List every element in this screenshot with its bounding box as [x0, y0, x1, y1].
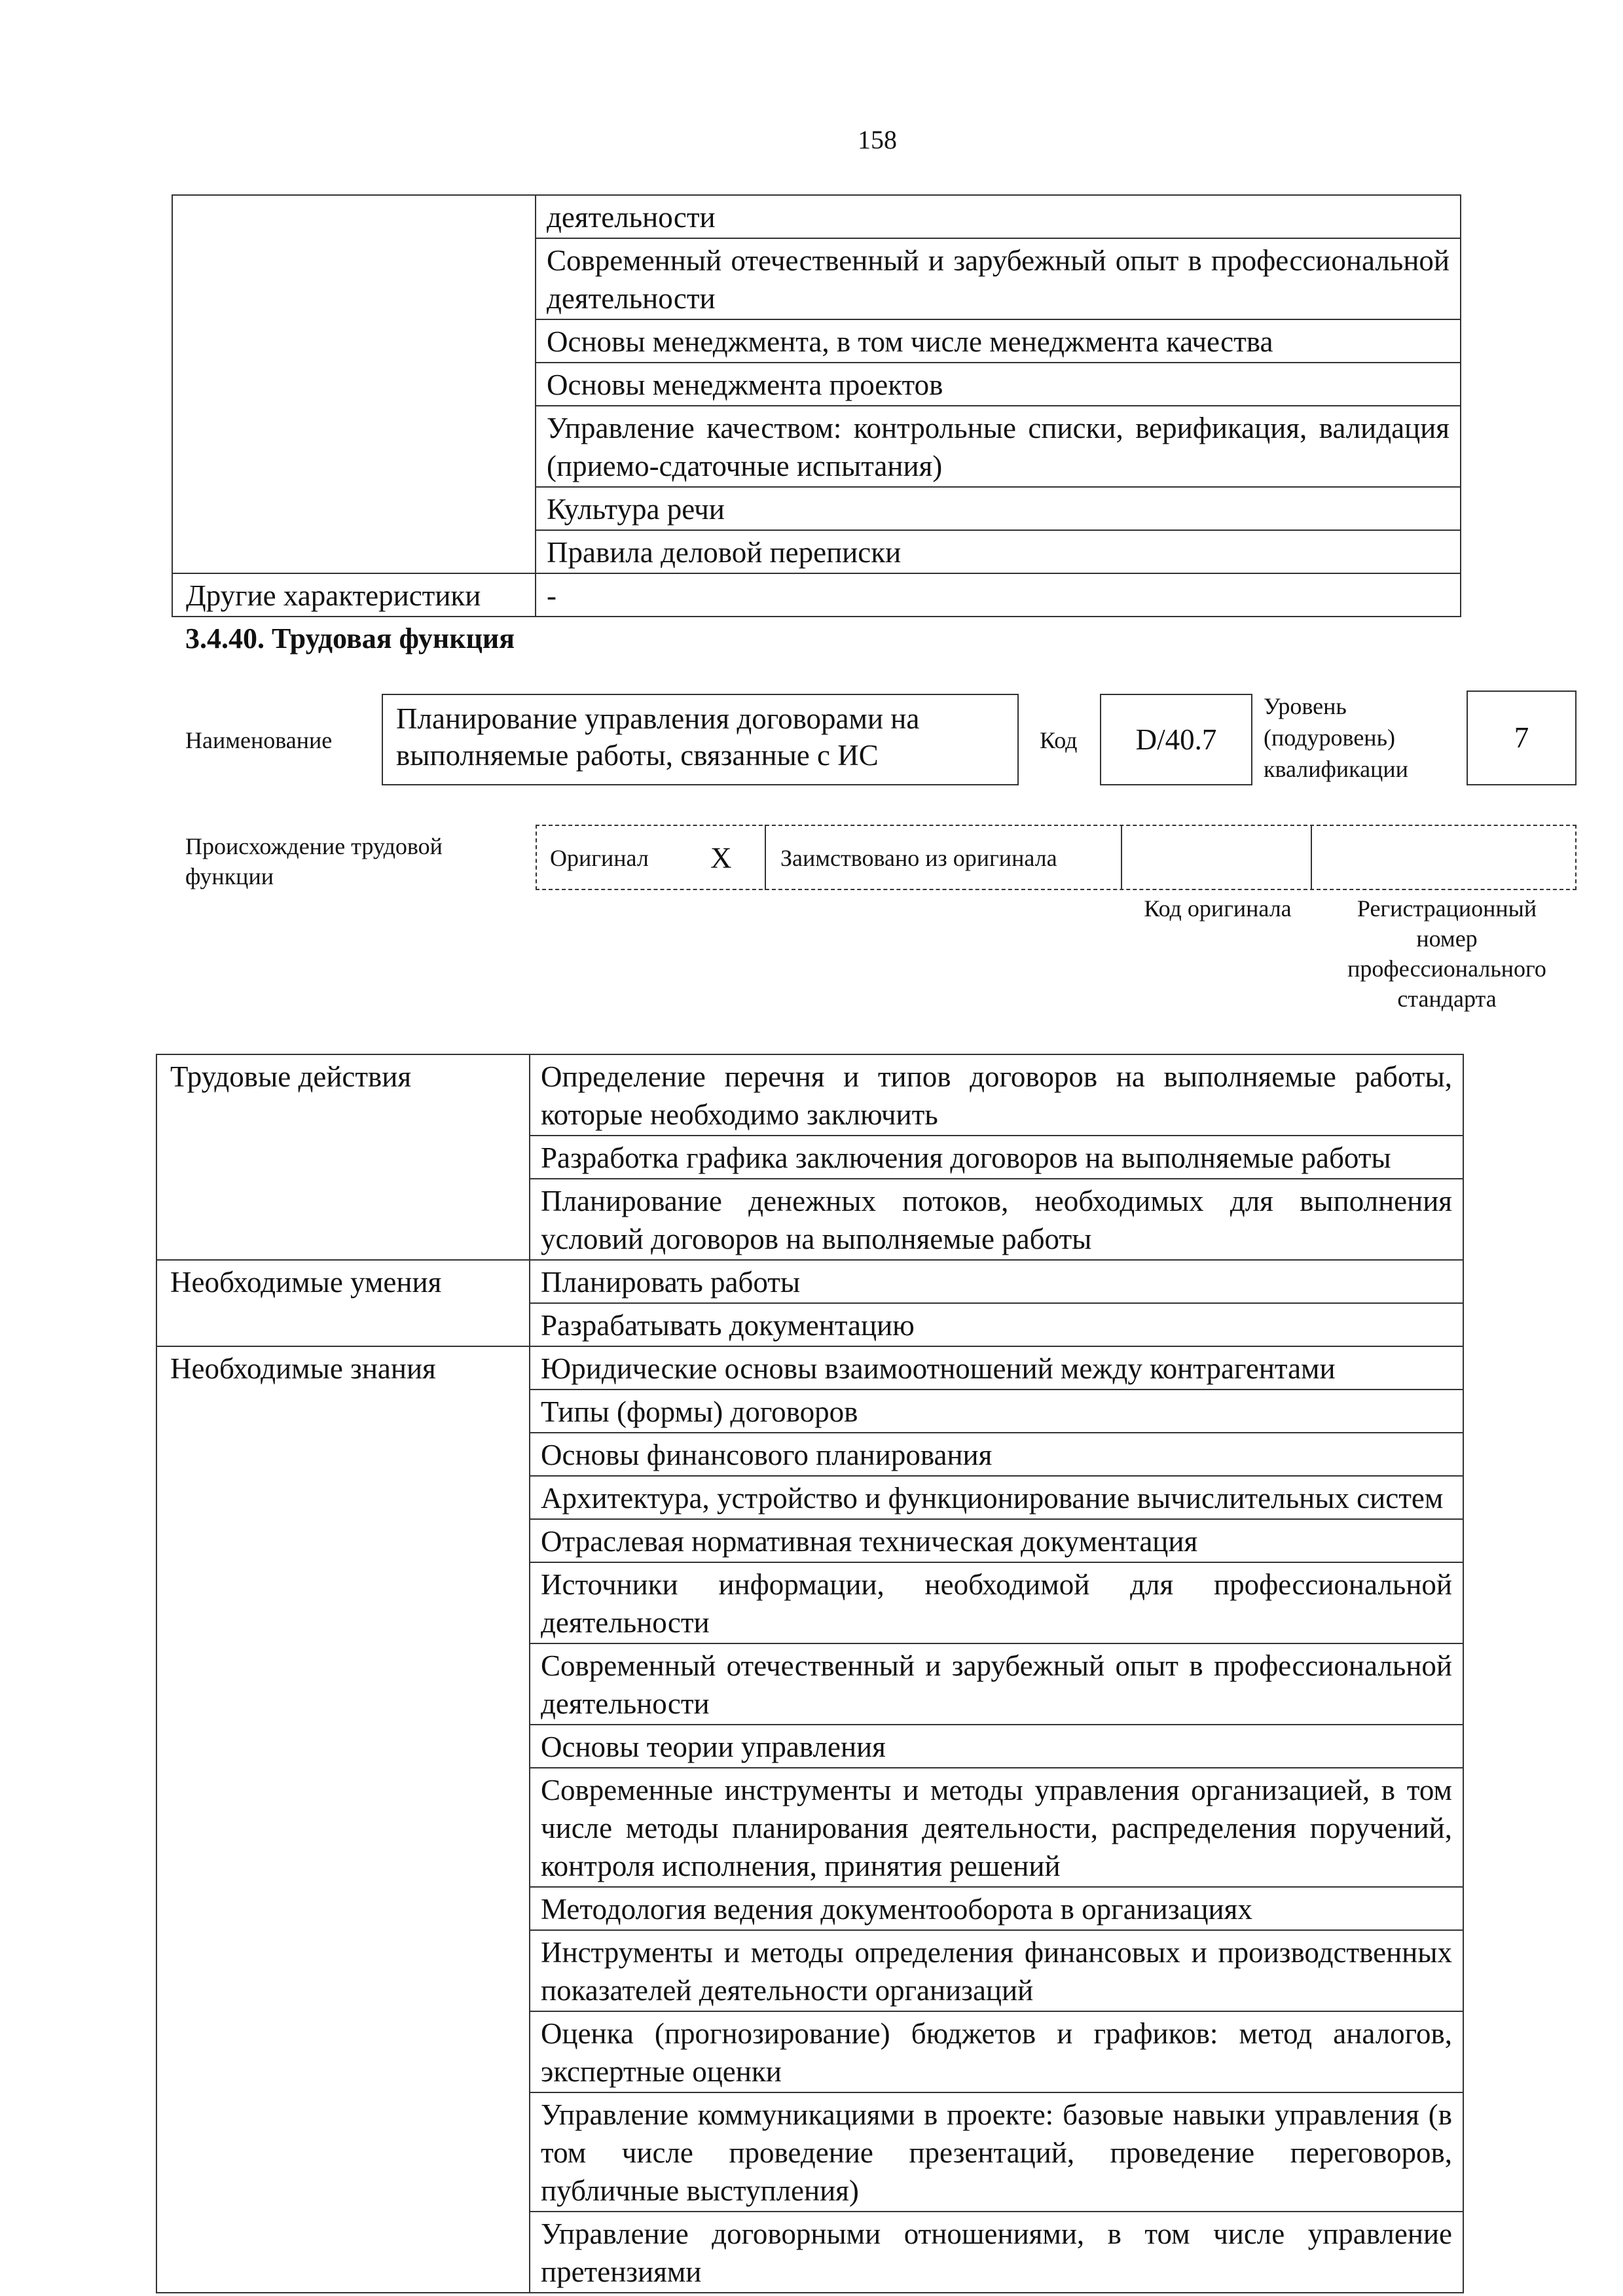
list-item: Правила деловой переписки	[536, 530, 1461, 573]
list-item: Управление качеством: контрольные списки, верификация, валидация (приемо-сдаточные испытания)	[536, 406, 1461, 487]
list-item: Основы менеджмента проектов	[536, 363, 1461, 406]
knowledge-item: Управление договорными отношениями, в том числе управление претензиями	[530, 2212, 1463, 2293]
empty-label-cell	[172, 195, 536, 573]
action-item: Определение перечня и типов договоров на выполняемые работы, которые необходимо заключить	[530, 1054, 1463, 1136]
table-row	[156, 1346, 1463, 1390]
knowledge-item: Архитектура, устройство и функционирование вычислительных систем	[530, 1476, 1463, 1519]
knowledge-item: Инструменты и методы определения финансовых и производственных показателей деятельности организаций	[530, 1930, 1463, 2011]
divider	[1311, 825, 1312, 890]
knowledge-item: Отраслевая нормативная техническая документация	[530, 1519, 1463, 1562]
knowledge-item: Основы финансового планирования	[530, 1433, 1463, 1476]
knowledge-item: Современный отечественный и зарубежный опыт в профессиональной деятельности	[530, 1643, 1463, 1725]
skill-item: Разрабатывать документацию	[530, 1303, 1463, 1346]
prev-table	[172, 194, 1461, 617]
knowledge-item: Источники информации, необходимой для профессиональной деятельности	[530, 1562, 1463, 1643]
divider	[765, 825, 766, 890]
code-original-caption: Код оригинала	[1144, 895, 1292, 922]
knowledge-item: Методология ведения документооборота в организациях	[530, 1887, 1463, 1930]
knowledge-item: Современные инструменты и методы управления организацией, в том числе методы планирования деятельности, распределения поручений, контроля исполнения, принятия решений	[530, 1768, 1463, 1887]
borrowed-label: Заимствовано из оригинала	[780, 845, 1057, 871]
other-characteristics-label: Другие характеристики	[172, 573, 536, 617]
knowledge-label: Необходимые знания	[156, 1346, 530, 2293]
actions-label: Трудовые действия	[156, 1054, 530, 1260]
list-item: Культура речи	[536, 487, 1461, 530]
section-title: 3.4.40. Трудовая функция	[185, 622, 515, 655]
code-value: D/40.7	[1100, 694, 1252, 785]
list-item: Современный отечественный и зарубежный опыт в профессиональной деятельности	[536, 238, 1461, 319]
divider	[1121, 825, 1122, 890]
origin-label: Происхождение трудовой функции	[185, 833, 443, 889]
name-label: Наименование	[185, 727, 333, 753]
level-label: Уровень (подуровень) квалификации	[1264, 693, 1408, 782]
original-label: Оригинал	[550, 845, 649, 871]
skill-item: Планировать работы	[530, 1260, 1463, 1303]
reg-number-caption: Регистрационный номер профессионального стандарта	[1347, 895, 1546, 1012]
table-row	[156, 1054, 1463, 1136]
knowledge-item: Юридические основы взаимоотношений между контрагентами	[530, 1346, 1463, 1390]
page-number: 158	[858, 125, 897, 154]
knowledge-item: Оценка (прогнозирование) бюджетов и графиков: метод аналогов, экспертные оценки	[530, 2011, 1463, 2092]
knowledge-item: Типы (формы) договоров	[530, 1390, 1463, 1433]
other-characteristics-value: -	[536, 573, 1461, 617]
function-table	[156, 1054, 1464, 2293]
table-row	[172, 195, 1461, 238]
knowledge-item: Управление коммуникациями в проекте: базовые навыки управления (в том числе проведение презентаций, проведение переговоров, публичные выступления)	[530, 2092, 1463, 2212]
list-item: Основы менеджмента, в том числе менеджмента качества	[536, 319, 1461, 363]
function-name-box: Планирование управления договорами на выполняемые работы, связанные с ИС	[382, 694, 1019, 785]
table-row	[156, 1260, 1463, 1303]
knowledge-item: Основы теории управления	[530, 1725, 1463, 1768]
skills-label: Необходимые умения	[156, 1260, 530, 1346]
action-item: Планирование денежных потоков, необходимых для выполнения условий договоров на выполняемые работы	[530, 1179, 1463, 1260]
action-item: Разработка графика заключения договоров на выполняемые работы	[530, 1136, 1463, 1179]
list-item: деятельности	[536, 195, 1461, 238]
original-mark: X	[710, 842, 732, 874]
level-value: 7	[1467, 691, 1577, 785]
code-label: Код	[1040, 727, 1078, 753]
table-row	[172, 573, 1461, 617]
